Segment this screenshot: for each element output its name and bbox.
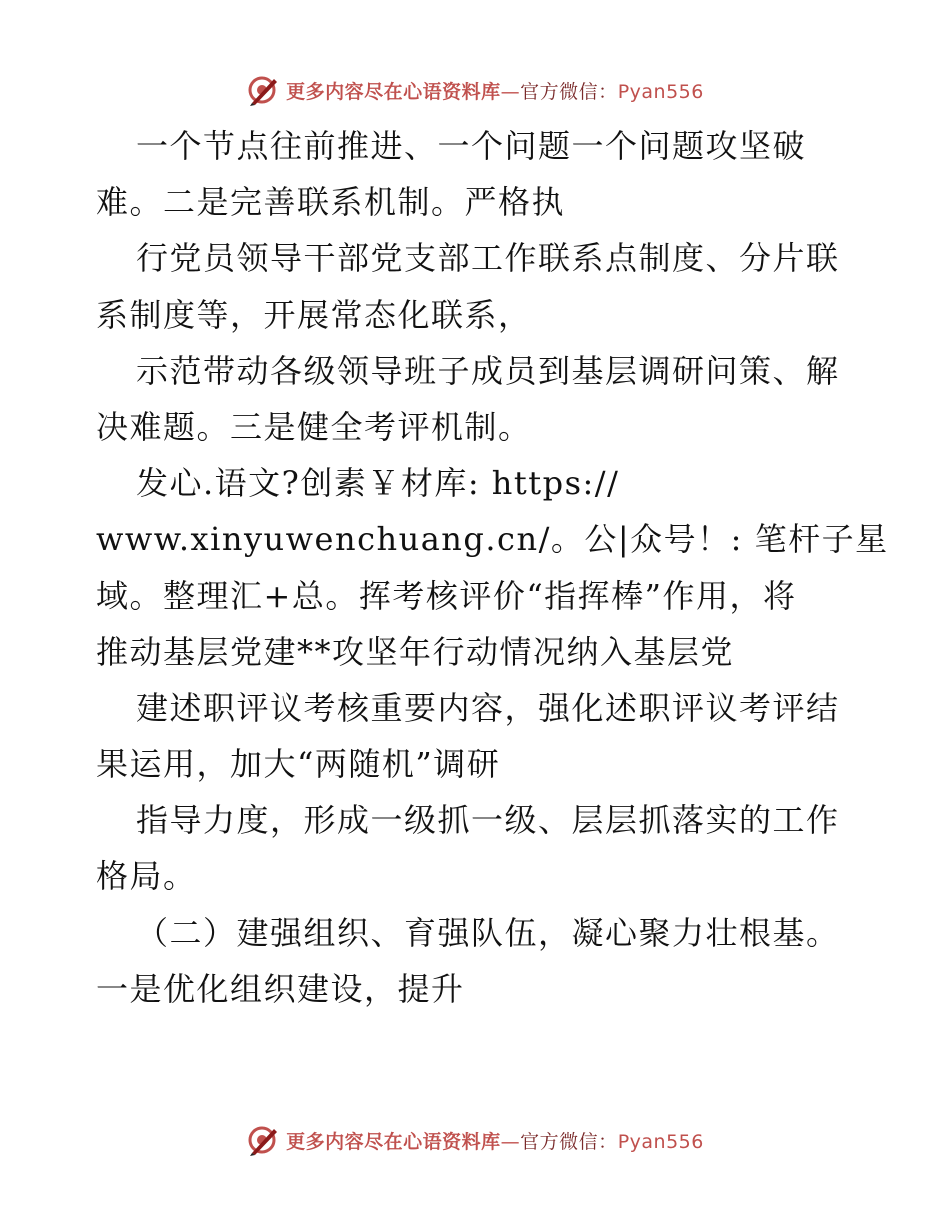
footer-wechat-id: Pyan556 bbox=[617, 1130, 704, 1153]
body-line: 决难题。三是健全考评机制。 bbox=[96, 407, 532, 446]
footer-dash: — bbox=[500, 1130, 521, 1153]
body-line: 推动基层党建**攻坚年行动情况纳入基层党 bbox=[96, 632, 735, 671]
body-line: 系制度等，开展常态化联系， bbox=[96, 295, 532, 334]
pen-logo-icon bbox=[246, 1123, 280, 1157]
footer-site-text: 更多内容尽在心语资料库 bbox=[286, 1130, 501, 1153]
header-site-text: 更多内容尽在心语资料库 bbox=[286, 80, 501, 103]
header-banner bbox=[0, 70, 950, 110]
footer-wechat-label: 官方微信： bbox=[520, 1130, 618, 1153]
pen-logo-icon bbox=[246, 73, 280, 107]
document-body bbox=[96, 118, 889, 1017]
body-line: 域。整理汇+总。挥考核评价“指挥棒”作用，将 bbox=[96, 576, 797, 615]
body-line: 指导力度，形成一级抓一级、层层抓落实的工作 bbox=[136, 801, 840, 840]
body-line: 建述职评议考核重要内容，强化述职评议考评结 bbox=[136, 688, 840, 727]
body-line: 格局。 bbox=[96, 857, 197, 896]
footer-text bbox=[286, 1127, 704, 1154]
body-line: 一是优化组织建设，提升 bbox=[96, 969, 465, 1008]
header-dash: — bbox=[500, 80, 521, 103]
header-wechat-label: 官方微信： bbox=[520, 80, 618, 103]
header-text bbox=[286, 77, 704, 104]
body-line: 一个节点往前推进、一个问题一个问题攻坚破 bbox=[136, 127, 807, 165]
body-line: 难。二是完善联系机制。严格执 bbox=[96, 183, 566, 222]
header-wechat-id: Pyan556 bbox=[617, 80, 704, 103]
body-line: 行党员领导干部党支部工作联系点制度、分片联 bbox=[136, 239, 840, 278]
body-line: 果运用，加大“两随机”调研 bbox=[96, 745, 501, 784]
body-line: 发心.语文?创素￥材库: https:// bbox=[136, 464, 620, 503]
footer-banner bbox=[0, 1120, 950, 1160]
body-line: www.xinyuwenchuang.cn/。公|众号！: 笔杆子星 bbox=[96, 520, 889, 559]
body-line: （二）建强组织、育强队伍，凝心聚力壮根基。 bbox=[136, 913, 840, 952]
body-line: 示范带动各级领导班子成员到基层调研问策、解 bbox=[136, 351, 840, 390]
